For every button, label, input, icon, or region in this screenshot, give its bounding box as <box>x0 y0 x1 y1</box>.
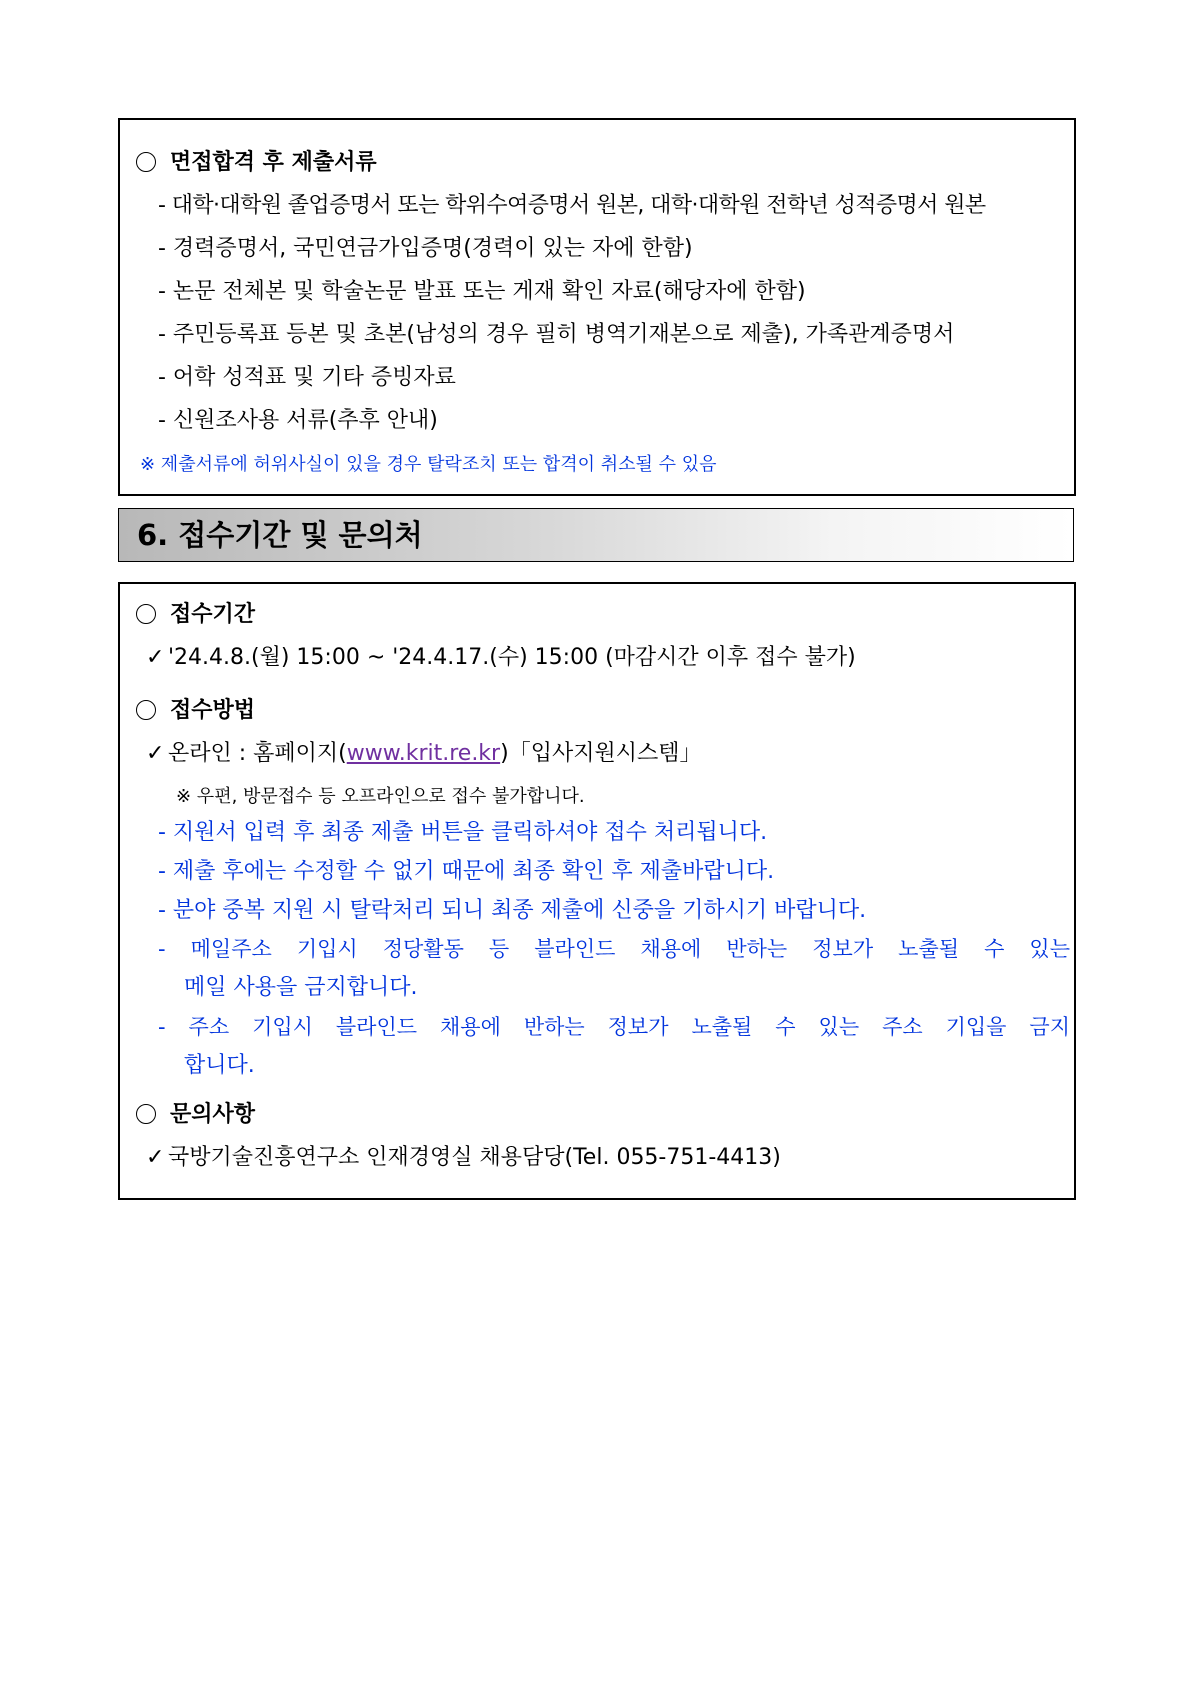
false-info-warning: ※ 제출서류에 허위사실이 있을 경우 탈락조치 또는 합격이 취소될 수 있음 <box>140 454 717 475</box>
method-heading: 접수방법 <box>136 696 255 726</box>
section-title: 6. 접수기간 및 문의처 <box>137 518 423 552</box>
document-item: - 주민등록표 등본 및 초본(남성의 경우 필히 병역기재본으로 제출), 가족관계증명서 <box>158 322 955 347</box>
method-item-continuation: 합니다. <box>184 1053 255 1078</box>
method-item: - 주소 기입시 블라인드 채용에 반하는 정보가 노출될 수 있는 주소 기입을 금지 <box>158 1015 1070 1039</box>
checkmark-icon: ✓ <box>146 645 165 670</box>
checkmark-icon: ✓ <box>146 741 165 766</box>
circle-bullet-icon <box>136 1104 156 1124</box>
method-item: - 메일주소 기입시 정당활동 등 블라인드 채용에 반하는 정보가 노출될 수 있는 <box>158 937 1070 961</box>
checkmark-icon: ✓ <box>146 1145 165 1170</box>
method-item: - 지원서 입력 후 최종 제출 버튼을 클릭하셔야 접수 처리됩니다. <box>158 820 768 845</box>
application-info-box <box>118 582 1076 1200</box>
document-item: - 어학 성적표 및 기타 증빙자료 <box>158 365 456 390</box>
circle-bullet-icon <box>136 152 156 172</box>
method-item: - 분야 중복 지원 시 탈락처리 되니 최종 제출에 신중을 기하시기 바랍니다. <box>158 898 867 923</box>
circle-bullet-icon <box>136 604 156 624</box>
online-method-line: ✓ 온라인 : 홈페이지(www.krit.re.kr)「입사지원시스템」 <box>146 739 701 769</box>
document-item: - 신원조사용 서류(추후 안내) <box>158 408 438 433</box>
period-heading: 접수기간 <box>136 600 255 630</box>
document-item: - 대학·대학원 졸업증명서 또는 학위수여증명서 원본, 대학·대학원 전학년 성적증명서 원본 <box>158 193 986 218</box>
document-item: - 논문 전체본 및 학술논문 발표 또는 게재 확인 자료(해당자에 한함) <box>158 279 806 304</box>
offline-notice: ※ 우편, 방문접수 등 오프라인으로 접수 불가합니다. <box>176 786 585 807</box>
section-header <box>118 508 1074 562</box>
submission-documents-heading: 면접합격 후 제출서류 <box>136 148 377 178</box>
contact-line <box>146 1143 781 1173</box>
method-item-continuation: 메일 사용을 금지합니다. <box>184 975 418 1000</box>
period-text: '24.4.8.(월) 15:00 ~ '24.4.17.(수) 15:00 (마감시간 이후 접수 불가) <box>168 645 856 670</box>
document-item: - 경력증명서, 국민연금가입증명(경력이 있는 자에 한함) <box>158 236 693 261</box>
contact-heading: 문의사항 <box>136 1100 255 1130</box>
contact-text: 국방기술진흥연구소 인재경영실 채용담당(Tel. 055-751-4413) <box>168 1145 781 1170</box>
circle-bullet-icon <box>136 700 156 720</box>
period-line <box>146 643 856 673</box>
homepage-link[interactable]: www.krit.re.kr <box>346 741 501 766</box>
method-item: - 제출 후에는 수정할 수 없기 때문에 최종 확인 후 제출바랍니다. <box>158 859 775 884</box>
